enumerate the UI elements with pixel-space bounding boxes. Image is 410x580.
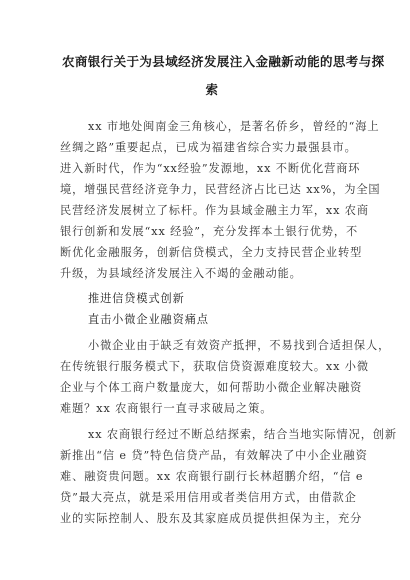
paragraph-2-line: 企业与个体工商户数量庞大，如何帮助小微企业解决融资 [60, 381, 363, 394]
paragraph-3-line: 业的实际控制人、股东及其家庭成员提供担保为主，充分 [60, 512, 363, 525]
paragraph-3-line: 贷”最大亮点，就是采用信用或者类信用方式，由借款企 [60, 491, 357, 504]
paragraph-3-line: xx 农商银行经过不断总结探索，结合当地实际情况，创新 [88, 428, 397, 441]
document-title-line-2: 索 [205, 82, 219, 97]
paragraph-3-line: 难、融资贵问题。xx 农商银行副行长林超鹏介绍，“信 e [60, 470, 364, 483]
paragraph-1-line: xx 市地处闽南金三角核心，是著名侨乡，曾经的“海上 [88, 120, 380, 133]
paragraph-1-line: 境，增强民营经济竞争力，民营经济占比已达 xx%，为全国 [60, 183, 381, 196]
paragraph-1-line: 银行创新和发展“xx 经验”，充分发挥本土银行优势，不 [60, 225, 359, 238]
paragraph-1-line: 民营经济发展树立了标杆。作为县域金融主力军，xx 农商 [60, 204, 369, 217]
paragraph-2-line: 难题？xx 农商银行一直寻求破局之策。 [60, 402, 273, 415]
paragraph-1-line: 升级，为县域经济发展注入不竭的金融动能。 [60, 267, 302, 280]
paragraph-1-line: 丝绸之路”重要起点，已成为福建省综合实力最强县市。 [60, 141, 357, 154]
section-heading: 推进信贷模式创新 [88, 292, 185, 305]
paragraph-3-line: 新推出“信 e 贷”特色信贷产品，有效解决了中小企业融资 [60, 449, 368, 462]
paragraph-1-line: 进入新时代，作为“xx经验”发源地，xx 不断优化营商环 [60, 162, 361, 175]
paragraph-2-line: 在传统银行服务模式下，获取信贷资源难度较大。xx 小微 [60, 360, 369, 373]
paragraph-2-line: 小微企业由于缺乏有效资产抵押，不易找到合适担保人， [88, 339, 391, 352]
paragraph-1-line: 断优化金融服务，创新信贷模式，全力支持民营企业转型 [60, 246, 363, 259]
subsection-heading: 直击小微企业融资痛点 [88, 313, 209, 326]
document-title-line-1: 农商银行关于为县域经济发展注入金融新动能的思考与探 [62, 54, 385, 69]
